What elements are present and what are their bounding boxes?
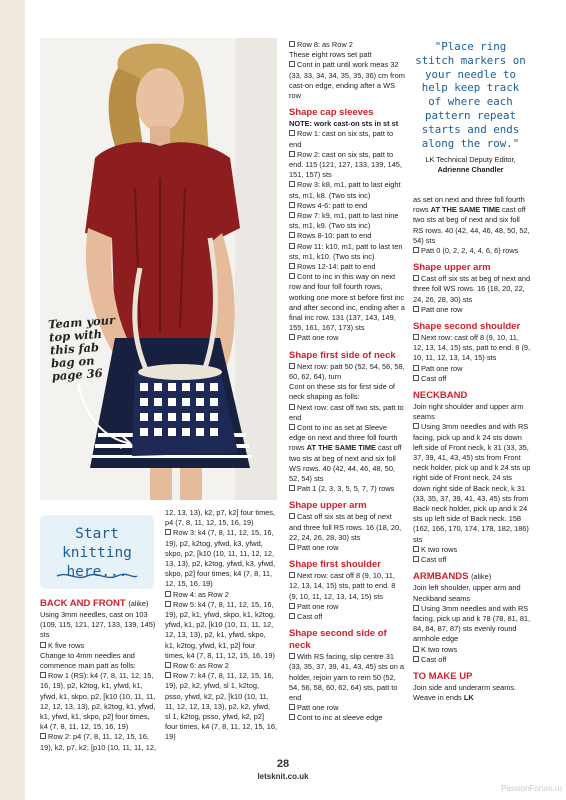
- checkbox-icon[interactable]: [289, 544, 295, 550]
- checkbox-line: Patt 1 (2, 3, 3, 5, 5, 7, 7) rows: [289, 484, 405, 494]
- checkbox-line: Rows 8-10: patt to end: [289, 231, 405, 241]
- checkbox-icon[interactable]: [40, 642, 46, 648]
- checkbox-line: Cont to inc in this way on next row and four foll fourth rows, working one more st before first inc and after second inc, ending after a final inc row. 131 (137, 143, 149, 155, 161, 167, 173) sts: [289, 272, 405, 333]
- badge-line-3: here...: [66, 564, 128, 580]
- checkbox-icon[interactable]: [289, 404, 295, 410]
- paragraph: Cont on these sts for first side of neck shaping as folls:: [289, 382, 395, 402]
- checkbox-line: Patt one row: [289, 703, 405, 713]
- checkbox-icon[interactable]: [289, 41, 295, 47]
- checkbox-icon[interactable]: [413, 375, 419, 381]
- checkbox-icon[interactable]: [289, 181, 295, 187]
- checkbox-icon[interactable]: [413, 556, 419, 562]
- checkbox-line: Row 6: as Row 2: [165, 661, 277, 671]
- heading-shape-first-shoulder: Shape first shoulder: [289, 559, 381, 571]
- checkbox-line: Row 4: as Row 2: [165, 590, 277, 600]
- checkbox-line: Patt one row: [413, 364, 531, 374]
- checkbox-icon[interactable]: [40, 672, 46, 678]
- checkbox-icon[interactable]: [413, 646, 419, 652]
- checkbox-icon[interactable]: [289, 613, 295, 619]
- checkbox-line: Patt one row: [289, 602, 405, 612]
- checkbox-line: Cast off: [413, 374, 531, 384]
- checkbox-line: Patt one row: [289, 543, 405, 553]
- left-margin-band: [0, 0, 25, 800]
- checkbox-icon[interactable]: [289, 363, 295, 369]
- heading-back-and-front: BACK AND FRONT: [40, 598, 126, 609]
- quote-attribution: [413, 155, 528, 175]
- paragraph: Change to 4mm needles and commence main patt as folls:: [40, 650, 136, 671]
- checkbox-line: Cast off six sts at beg of next and three foll WS rows. 16 (18, 20, 22, 24, 26, 28, 30) sts: [413, 274, 531, 304]
- checkbox-line: Cont to inc as set at Sleeve edge on next and three foll fourth rows AT THE SAME TIME cast off two sts at beg of next and six foll WS rows. 40 (42, 44, 46, 48, 50, 52, 54) sts: [289, 422, 402, 483]
- checkbox-line: Cast off six sts at beg of next and three foll RS rows. 16 (18, 20, 22, 24, 26, 28, 30) sts: [289, 512, 402, 542]
- checkbox-line: Using 3mm needles and with RS facing, pick up and k 78 (78, 81, 81, 84, 84, 87, 87) sts evenly round armhole edge: [413, 603, 531, 644]
- checkbox-line: With RS facing, slip centre 31 (33, 35, 37, 39, 41, 43, 45) sts on a holder, rejoin yarn to rem 50 (52, 54, 56, 58, 60, 62, 64) sts, patt to end: [289, 652, 405, 702]
- checkbox-line: Row 11: k10, m1, patt to last ten sts, m1, k10. (Two sts inc): [289, 241, 403, 261]
- heading-shape-cap-sleeves: Shape cap sleeves: [289, 107, 374, 119]
- checkbox-line: Cont in patt until work meas 32 (33, 33, 34, 34, 35, 35, 36) cm from cast-on edge, ending after a WS row: [289, 60, 405, 101]
- swirl-underline-icon: [55, 571, 139, 581]
- checkbox-icon[interactable]: [413, 423, 419, 429]
- checkbox-line: Row 2: cast on six sts, patt to end. 115 (121, 127, 133, 139, 145, 151, 157) sts: [289, 149, 402, 180]
- heading-note: (alike): [128, 599, 149, 608]
- checkbox-line: Row 7: k4 (7, 8, 11, 12, 15, 16, 19), p2, k2, yfwd, sl 1, k2tog, psso, yfwd, k2, p2, [k10 (10, 11, 11, 12, 12, 13, 13), p2, k2, yfwd, sl 1, k2tog, psso, yfwd, k2, p2] four times, k4 (7, 8, 11, 12, 15, 16, 19): [165, 671, 278, 742]
- paragraph: 12, 13, 13), k2, p7, k2] four times, p4 (7, 8, 11, 12, 15, 16, 19): [165, 508, 276, 528]
- checkbox-line: Row 8: as Row 2: [289, 40, 405, 50]
- checkbox-line: K two rows: [413, 645, 531, 655]
- checkbox-line: Next row: cast off 8 (9, 10, 11, 12, 13, 14, 15) sts, patt to end. 8 (9, 10, 11, 12, 13, 14, 15) sts: [289, 571, 396, 601]
- checkbox-line: Cast off: [413, 555, 531, 565]
- checkbox-icon[interactable]: [289, 334, 295, 340]
- paragraph: Using 3mm needles, cast on 103 (109, 115, 121, 127, 133, 139, 145) sts: [40, 610, 156, 640]
- checkbox-icon[interactable]: [289, 714, 295, 720]
- checkbox-icon[interactable]: [165, 591, 171, 597]
- checkbox-icon[interactable]: [289, 485, 295, 491]
- checkbox-icon[interactable]: [289, 424, 295, 430]
- start-knitting-badge: [40, 515, 154, 589]
- checkbox-line: K two rows: [413, 545, 531, 555]
- heading-shape-upper-arm: Shape upper arm: [289, 500, 367, 512]
- checkbox-line: Cast off: [289, 612, 405, 622]
- checkbox-icon[interactable]: [289, 232, 295, 238]
- checkbox-line: Patt one row: [289, 333, 405, 343]
- checkbox-icon[interactable]: [289, 603, 295, 609]
- checkbox-line: Next row: cast off two sts, patt to end: [289, 402, 404, 422]
- column-2: [165, 508, 277, 743]
- column-1: [40, 598, 158, 753]
- checkbox-icon[interactable]: [289, 212, 295, 218]
- checkbox-line: Row 3: k8, m1, patt to last eight sts, m1, k8. (Two sts inc): [289, 180, 401, 200]
- checkbox-line: Next row: cast off 8 (9, 10, 11, 12, 13, 14, 15) sts, patt to end. 8 (9, 10, 11, 12, 13, 14, 15) sts: [413, 333, 531, 363]
- checkbox-line: Rows 4-6: patt to end: [289, 201, 405, 211]
- badge-line-2: knitting: [62, 545, 132, 561]
- checkbox-line: Patt one row: [413, 305, 531, 315]
- checkbox-icon[interactable]: [413, 656, 419, 662]
- attribution-role: LK Technical Deputy Editor,: [425, 155, 516, 164]
- heading-neckband: NECKBAND: [413, 390, 468, 402]
- checkbox-line: Patt 0 (0, 2, 2, 4, 4, 6, 6) rows: [413, 246, 531, 256]
- checkbox-icon[interactable]: [289, 151, 295, 157]
- heading-to-make-up: TO MAKE UP: [413, 670, 473, 682]
- checkbox-icon[interactable]: [165, 601, 171, 607]
- model-photo: [40, 38, 277, 500]
- page-number: 28: [276, 758, 290, 770]
- checkbox-line: Row 7: k9, m1, patt to last nine sts, m1, k9. (Two sts inc): [289, 211, 399, 231]
- watermark: PassionForum.ru: [501, 784, 562, 793]
- checkbox-line: Row 2: p4 (7, 8, 11, 12, 15, 16, 19), k2, p7, k2, [p10 (10, 11, 11, 12,: [40, 732, 156, 752]
- heading-armbands: ARMBANDS (alike): [413, 571, 492, 583]
- checkbox-icon[interactable]: [289, 273, 295, 279]
- checkbox-icon[interactable]: [165, 662, 171, 668]
- checkbox-icon[interactable]: [289, 513, 295, 519]
- column-4: as set on next and three foll fourth rows AT THE SAME TIME cast off two sts at beg of next and six foll RS rows. 40 (42, 44, 46, 48, 50, 52, 54) sts Patt 0 (0, 2, 2, 4, 4, 6, 6) rows Shape upper arm Cast off six sts at beg of next and three foll WS rows. 16 (18, 20, 22, 24, 26, 28, 30) sts Patt one row Shape second shoulder Next row: cast off 8 (9, 10, 11, 12, 13, 14, 15) sts, patt to end. 8 (9, 10, 11, 12, 13, 14, 15) sts Patt one row Cast off NECKBAND Join right shoulder and upper arm seams Using 3mm needles and with RS facing, pick up and k 24 sts down left side of Front neck, k 31 (33, 35, 37, 39, 41, 43, 45) sts from Front neck holder, pick up and k 24 sts up right side of Front neck, 24 sts down right side of Back neck, k 31 (33, 35, 37, 39, 41, 43, 45) sts from Back neck holder, pick up and k 24 sts up left side of Back neck. 158 (162, 166, 170, 174, 178, 182, 186) sts K two rows Cast off ARMBANDS (alike) Join left shoulder, upper arm and Neckband seams Using 3mm needles and with RS facing, pick up and k 78 (78, 81, 81, 84, 84, 87, 87) sts evenly round armhole edge K two rows Cast off TO MAKE UP Join side and underarm seams. Weave in ends LK: [413, 195, 531, 703]
- heading-shape-second-side-of-neck: Shape second side of neck: [289, 628, 387, 652]
- checkbox-icon[interactable]: [289, 202, 295, 208]
- model-illustration: [40, 38, 277, 500]
- pull-quote: "Place ring stitch markers on your needle to help keep track of where each pattern repeat starts and ends along the row.": [415, 40, 526, 150]
- heading-shape-upper-arm: Shape upper arm: [413, 262, 491, 274]
- checkbox-icon[interactable]: [413, 365, 419, 371]
- checkbox-icon[interactable]: [289, 130, 295, 136]
- checkbox-icon[interactable]: [289, 653, 295, 659]
- checkbox-line: Row 5: k4 (7, 8, 11, 12, 15, 16, 19), p2, k1, yfwd, skpo, k1, k2tog, yfwd, k1, p2, [k10 (10, 11, 11, 12, 12, 13, 13), p2, k1, yfwd, skpo, k1, k2tog, yfwd, k1, p2] four times, k4 (7, 8, 11, 12, 15, 16, 19): [165, 599, 276, 660]
- checkbox-line: Rows 12-14: patt to end: [289, 262, 405, 272]
- checkbox-line: Cont to inc at sleeve edge: [289, 713, 405, 723]
- checkbox-line: Cast off: [413, 655, 531, 665]
- checkbox-icon[interactable]: [413, 605, 419, 611]
- checkbox-icon[interactable]: [413, 546, 419, 552]
- attribution-name: Adrienne Chandler: [437, 165, 504, 174]
- heading-shape-second-shoulder: Shape second shoulder: [413, 321, 521, 333]
- checkbox-line: Row 3: k4 (7, 8, 11, 12, 15, 16, 19), p2, k2tog, yfwd, k3, yfwd, skpo, p2, [k10 (10, 11, 11, 12, 12, 13, 13), p2, k2tog, yfwd, k3, yfwd, skpo, p2] four times, k4 (7, 8, 11, 12, 15, 16, 19): [165, 528, 276, 589]
- checkbox-icon[interactable]: [165, 529, 171, 535]
- checkbox-icon[interactable]: [40, 733, 46, 739]
- paragraph: Join left shoulder, upper arm and Neckband seams: [413, 583, 521, 603]
- column-3: [289, 40, 405, 724]
- checkbox-line: Row 1: cast on six sts, patt to end: [289, 129, 394, 149]
- checkbox-line: K five rows: [40, 641, 158, 651]
- checkbox-icon[interactable]: [413, 334, 419, 340]
- checkbox-line: Using 3mm needles and with RS facing, pick up and k 24 sts down left side of Front neck, k 31 (33, 35, 37, 39, 41, 43, 45) sts from Front neck holder, pick up and k 24 sts up right side of Front neck, 24 sts down right side of Back neck, k 31 (33, 35, 37, 39, 41, 43, 45) sts from Back neck holder, pick up and k 24 sts up left side of Back neck. 158 (162, 166, 170, 174, 178, 182, 186) sts: [413, 422, 531, 544]
- checkbox-icon[interactable]: [165, 672, 171, 678]
- badge-line-1: Start: [75, 526, 119, 542]
- checkbox-icon[interactable]: [289, 263, 295, 269]
- checkbox-icon[interactable]: [289, 704, 295, 710]
- paragraph: Join side and underarm seams. Weave in ends LK: [413, 682, 517, 703]
- bag-callout: Team your top with this fab bag on page 36: [47, 312, 116, 384]
- paragraph: Join right shoulder and upper arm seams: [413, 402, 524, 422]
- checkbox-icon[interactable]: [289, 61, 295, 67]
- site-url[interactable]: letsknit.co.uk: [257, 772, 309, 781]
- checkbox-icon[interactable]: [413, 275, 419, 281]
- checkbox-line: Next row: patt 50 (52, 54, 56, 58, 60, 62, 64), turn: [289, 361, 405, 381]
- checkbox-icon[interactable]: [413, 306, 419, 312]
- checkbox-icon[interactable]: [289, 243, 295, 249]
- checkbox-line: Row 1 (RS): k4 (7, 8, 11, 12, 15, 16, 19), p2, k2tog, k1, yfwd, k1, yfwd, k1, skpo, p2, [k10 (10, 11, 11, 12, 12, 13, 13), p2, k2tog, k1, yfwd, k1, yfwd, k1, skpo, p2] four times, k4 (7, 8, 11, 12, 15, 16, 19): [40, 671, 156, 732]
- note: NOTE: work cast-on sts in st st: [289, 119, 399, 129]
- checkbox-icon[interactable]: [289, 572, 295, 578]
- paragraph: These eight rows set patt: [289, 50, 372, 60]
- heading-shape-first-side-of-neck: Shape first side of neck: [289, 349, 396, 361]
- checkbox-icon[interactable]: [413, 247, 419, 253]
- section-heading: [40, 598, 158, 610]
